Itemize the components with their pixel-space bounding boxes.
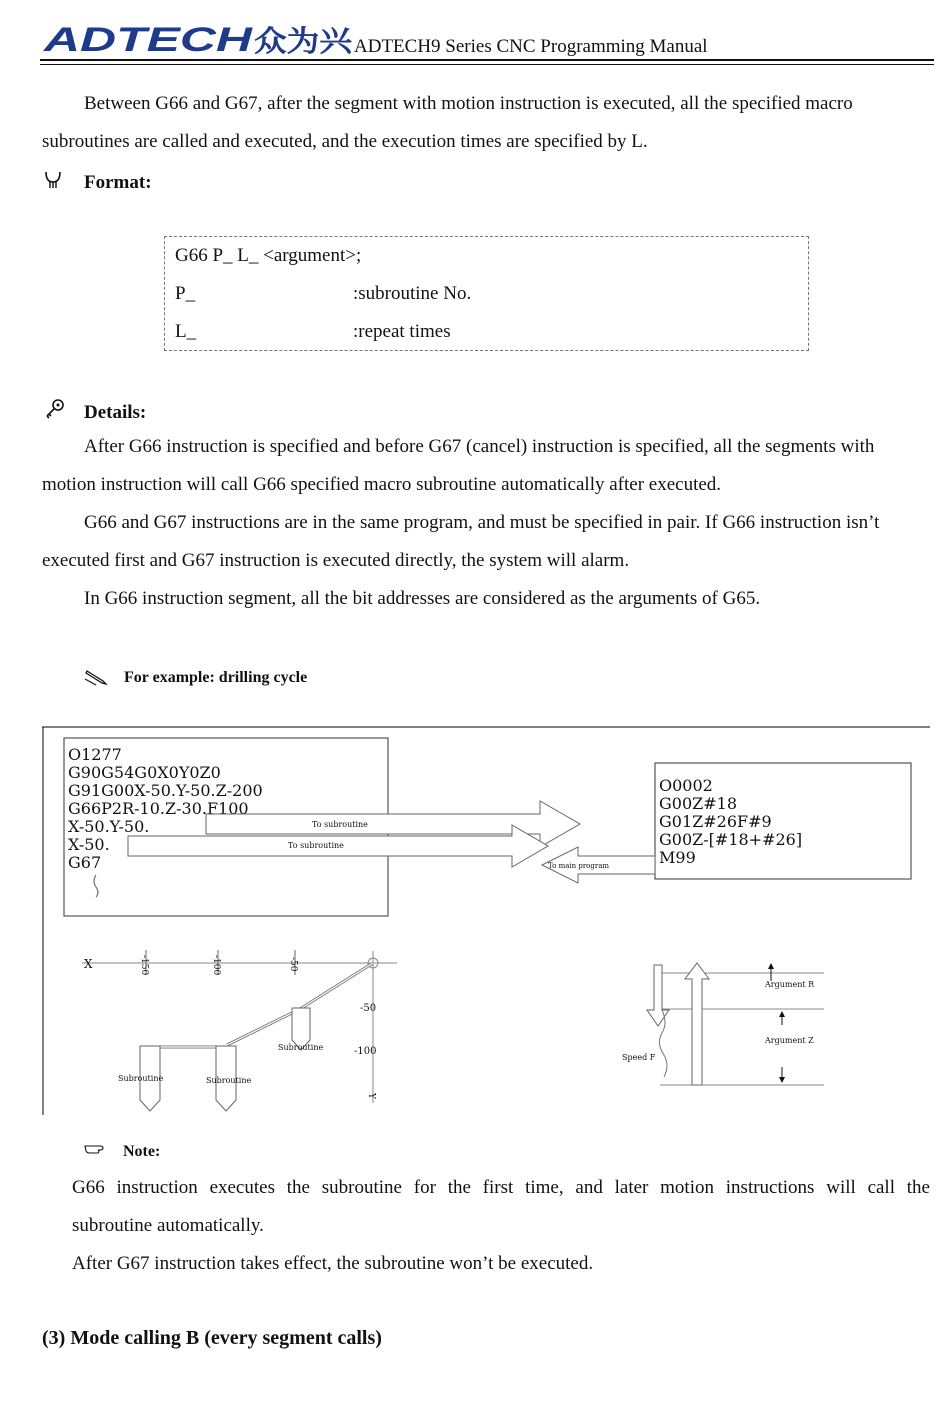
- sub-program-line: G01Z#26F#9: [659, 812, 772, 831]
- format-desc-l: :repeat times: [353, 321, 451, 342]
- argument-r-label: Argument R: [765, 980, 815, 989]
- drilling-cycle-figure: [42, 725, 932, 1117]
- details-p3: In G66 instruction segment, all the bit addresses are considered as the arguments of G65.: [84, 588, 761, 609]
- subroutine-label: Subroutine: [206, 1076, 252, 1085]
- sub-program-line: M99: [659, 848, 696, 867]
- pencil-icon: [84, 670, 108, 686]
- x-tick-label: -50: [288, 957, 298, 972]
- details-heading: Details:: [84, 402, 147, 423]
- details-p2-line-1: G66 and G67 instructions are in the same program, and must be specified in pair. If G66 instruction isn’t: [84, 512, 880, 533]
- key-icon: [44, 398, 66, 420]
- format-box: [164, 236, 809, 351]
- format-param-p: P_: [175, 283, 196, 304]
- format-heading: Format:: [84, 172, 152, 193]
- sub-program-line: G00Z#18: [659, 794, 738, 813]
- manual-title: ADTECH9 Series CNC Programming Manual: [354, 36, 708, 57]
- y-tick-label: -100: [354, 1046, 377, 1057]
- svg-text:众为兴: 众为兴: [254, 24, 354, 54]
- arrow-to-main-label: To main program: [548, 862, 610, 870]
- y-axis-label: Y: [366, 1093, 376, 1099]
- format-param-l: L_: [175, 321, 197, 342]
- rapid-down-arrow: [647, 965, 669, 1026]
- retract-up-arrow: [685, 963, 709, 1085]
- x-tick-label: -150: [139, 955, 149, 976]
- header-rule: [40, 59, 934, 61]
- intro-line-1: Between G66 and G67, after the segment with motion instruction is executed, all the specified macro: [84, 93, 853, 114]
- note-line-2: subroutine automatically.: [72, 1215, 264, 1236]
- speed-f-label: Speed F: [622, 1053, 656, 1062]
- x-tick-label: -100: [211, 955, 221, 976]
- main-program-line: G67: [68, 853, 102, 872]
- note-heading: Note:: [123, 1143, 161, 1160]
- arrow-to-subroutine-2-label: To subroutine: [288, 841, 344, 850]
- y-tick-label: -50: [360, 1003, 377, 1014]
- details-p1-line-2: motion instruction will call G66 specified macro subroutine automatically after executed.: [42, 474, 722, 495]
- main-program-line: O1277: [68, 745, 122, 764]
- subroutine-label: Subroutine: [118, 1074, 164, 1083]
- main-program-line: X-50.Y-50.: [68, 817, 150, 836]
- details-p2-line-2: executed first and G67 instruction is executed directly, the system will alarm.: [42, 550, 630, 571]
- main-program-line: G90G54G0X0Y0Z0: [68, 763, 221, 782]
- format-code-line: G66 P_ L_ <argument>;: [175, 245, 362, 266]
- format-desc-p: :subroutine No.: [353, 283, 472, 304]
- adtech-logo: [42, 24, 354, 54]
- intro-line-2: subroutines are called and executed, and the execution times are specified by L.: [42, 131, 648, 152]
- subroutine-label: Subroutine: [278, 1043, 324, 1052]
- argument-z-label: Argument Z: [765, 1036, 814, 1045]
- header-rule-thin: [40, 64, 934, 65]
- arrow-to-subroutine-1-label: To subroutine: [312, 820, 368, 829]
- svg-text:ADTECH: ADTECH: [42, 24, 255, 54]
- main-program-line: X-50.: [68, 835, 110, 854]
- format-icon: [44, 170, 62, 190]
- note-line-3: After G67 instruction takes effect, the subroutine won’t be executed.: [72, 1253, 594, 1274]
- main-program-line: G91G00X-50.Y-50.Z-200: [68, 781, 263, 800]
- note-line-1: G66 instruction executes the subroutine for the first time, and later motion instructions will call the: [72, 1177, 930, 1198]
- main-program-line: G66P2R-10.Z-30.F100: [68, 799, 249, 818]
- sub-program-line: G00Z-[#18+#26]: [659, 830, 803, 849]
- sub-program-line: O0002: [659, 776, 713, 795]
- details-p1-line-1: After G66 instruction is specified and before G67 (cancel) instruction is specified, all the segments with: [84, 436, 875, 457]
- pointing-hand-icon: [84, 1142, 108, 1156]
- x-axis-label: X: [84, 957, 93, 971]
- section-title: (3) Mode calling B (every segment calls): [42, 1327, 382, 1349]
- example-label: For example: drilling cycle: [124, 669, 308, 686]
